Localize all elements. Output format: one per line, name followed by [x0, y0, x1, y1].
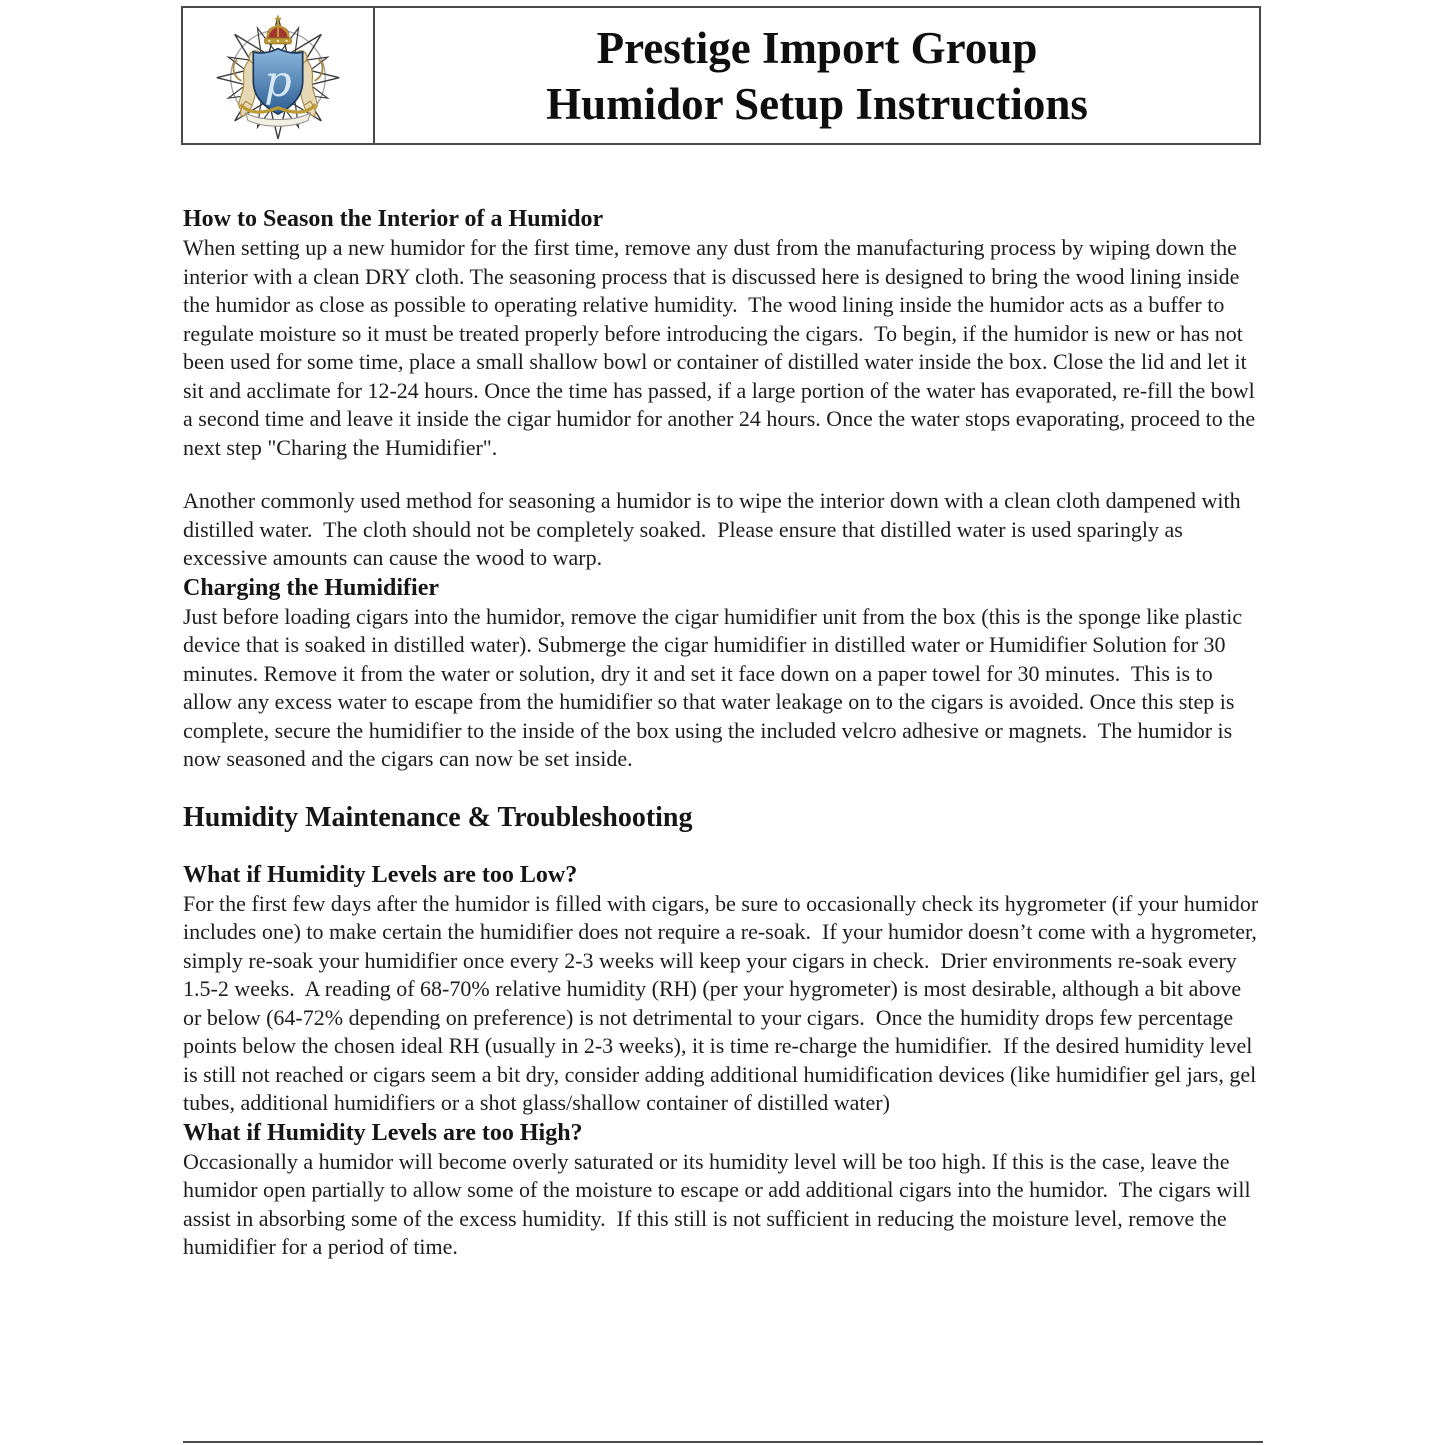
- header-title-line2: Humidor Setup Instructions: [546, 78, 1088, 129]
- high-humidity-paragraph: Occasionally a humidor will become overly saturated or its humidity level will be too high. If this is the case, leave the humidor open partially to allow some of the moisture to escape or add additional cigars into the humidor. The cigars will assist in absorbing some of the excess humidity. If this still is not sufficient in reducing the moisture level, remove the humidifier for a period of time.: [183, 1148, 1257, 1259]
- low-humidity-paragraph: For the first few days after the humidor is filled with cigars, be sure to occasionally check its hygrometer (if your humidor includes one) to make certain the humidifier does not require a re-soak. If your humidor doesn’t come with a hygrometer, simply re-soak your humidifier once every 2-3 weeks will keep your cigars in check. Drier environments re-soak every 1.5-2 weeks. A reading of 68-70% relative humidity (RH) (per your hygrometer) is most desirable, although a bit above or below (64-72% depending on preference) is not detrimental to your cigars. Once the humidity drops few percentage points below the chosen ideal RH (usually in 2-3 weeks), it is time re-charge the humidifier. If the desired humidity level is still not reached or cigars seem a bit dry, consider adding additional humidification devices (like humidifier gel jars, gel tubes, additional humidifiers or a shot glass/shallow container of distilled water): [183, 890, 1264, 1115]
- crown-icon: [265, 15, 292, 43]
- prestige-crest-logo: [213, 10, 343, 141]
- document-body: [183, 204, 1263, 1262]
- header-title-block: [375, 8, 1259, 143]
- document-header: [181, 6, 1261, 145]
- section-heading-season: How to Season the Interior of a Humidor: [183, 206, 604, 232]
- bottom-divider-line: [183, 1441, 1263, 1443]
- section-heading-low: What if Humidity Levels are too Low?: [183, 861, 578, 888]
- shield-monogram: p: [264, 56, 292, 107]
- section-heading-charging: Charging the Humidifier: [183, 574, 439, 601]
- charging-paragraph: Just before loading cigars into the humidor, remove the cigar humidifier unit from the box (this is the sponge like plastic device that is soaked in distilled water). Submerge the cigar humidifier in distilled water or Humidifier Solution for 30 minutes. Remove it from the water or solution, dry it and set it face down on a paper towel for 30 minutes. This is to allow any excess water to escape from the humidifier so that water leakage on to the cigars is avoided. Once this step is complete, secure the humidifier to the inside of the box using the included velcro adhesive or magnets. The humidor is now seasoned and the cigars can now be set inside.: [183, 603, 1248, 771]
- header-title-line1: Prestige Import Group: [596, 22, 1038, 73]
- season-paragraph-2: Another commonly used method for seasoning a humidor is to wipe the interior down with a clean cloth dampened with distilled water. The cloth should not be completely soaked. Please ensure that distilled water is used sparingly as excessive amounts can cause the wood to warp.: [183, 488, 1247, 570]
- section-heading-high: What if Humidity Levels are too High?: [183, 1119, 583, 1146]
- season-paragraph-1: When setting up a new humidor for the first time, remove any dust from the manufacturing process by wiping down the interior with a clean DRY cloth. The seasoning process that is discussed here is designed to bring the wood lining inside the humidor as close as possible to operating relative humidity. The wood lining inside the humidor acts as a buffer to regulate moisture so it must be treated properly before introducing the cigars. To begin, if the humidor is new or has not been used for some time, place a small shallow bowl or container of distilled water inside the box. Close the lid and let it sit and acclimate for 12-24 hours. Once the time has passed, if a large portion of the water has evaporated, re-fill the bowl a second time and leave it inside the cigar humidor for another 24 hours. Once the water stops evaporating, proceed to the next step "Charing the Humidifier".: [183, 235, 1261, 460]
- section-heading-maintenance: Humidity Maintenance & Troubleshooting: [183, 801, 693, 833]
- logo-cell: [183, 8, 375, 143]
